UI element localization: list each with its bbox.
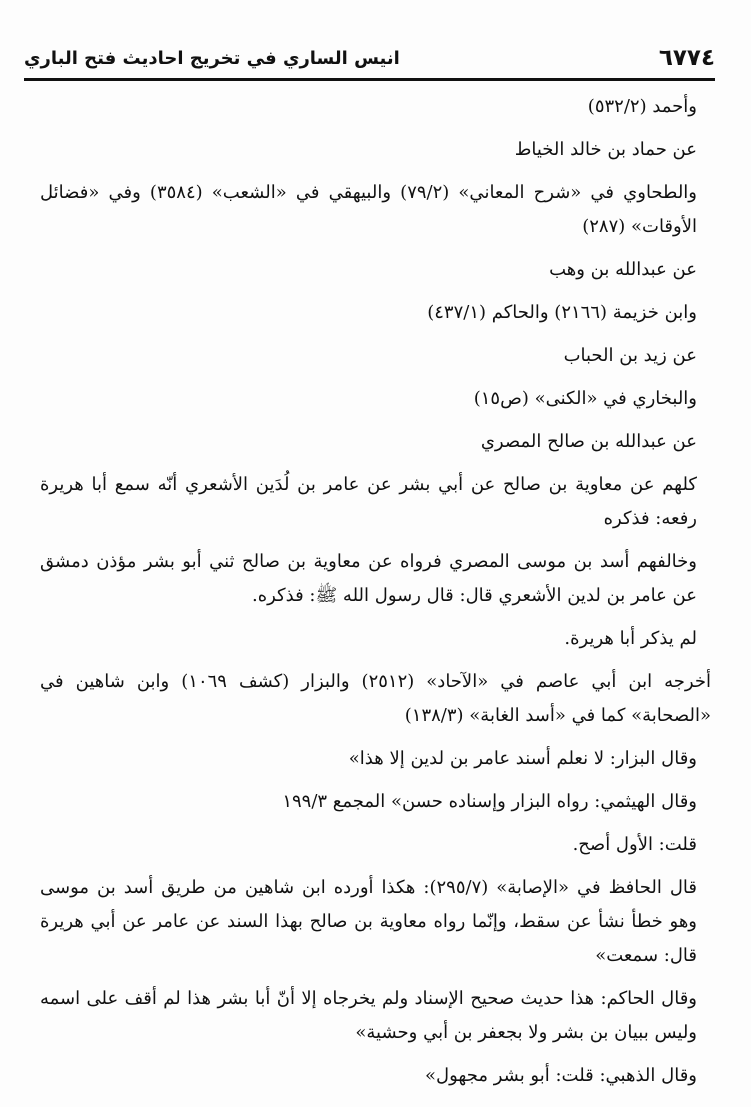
paragraph-10: وخالفهم أسد بن موسى المصري فرواه عن معاوية بن صالح ثني أبو بشر مؤذن دمشق عن عامر بن لدين الأشعري قال: قال رسول الله ﷺ: فذكره. bbox=[40, 551, 697, 606]
paragraph-1: وأحمد (٥٣٢/٢) bbox=[587, 96, 697, 117]
paragraph-14: وقال الهيثمي: رواه البزار وإسناده حسن» المجمع ١٩٩/٣ bbox=[282, 791, 697, 812]
paragraph-18: وقال الذهبي: قلت: أبو بشر مجهول» bbox=[425, 1065, 697, 1086]
paragraph-13: وقال البزار: لا نعلم أسند عامر بن لدين إلا هذا» bbox=[348, 748, 697, 769]
paragraph-5: وابن خزيمة (٢١٦٦) والحاكم (٤٣٧/١) bbox=[427, 302, 697, 323]
body-text bbox=[40, 90, 711, 1102]
paragraph-16: قال الحافظ في «الإصابة» (٢٩٥/٧): هكذا أورده ابن شاهين من طريق أسد بن موسى وهو خطأ نشأ عن سقط، وإنّما رواه معاوية بن صالح بهذا السند عن عامر عن أبي هريرة قال: سمعت» bbox=[40, 877, 698, 966]
page-header bbox=[24, 38, 715, 78]
paragraph-11: لم يذكر أبا هريرة. bbox=[564, 628, 697, 649]
paragraph-9: كلهم عن معاوية بن صالح عن أبي بشر عن عامر بن لُدَين الأشعري أنّه سمع أبا هريرة رفعه: فذكره bbox=[40, 474, 697, 529]
paragraph-12: أخرجه ابن أبي عاصم في «الآحاد» (٢٥١٢) والبزار (كشف ١٠٦٩) وابن شاهين في «الصحابة» كما في «أسد الغابة» (١٣٨/٣) bbox=[40, 671, 711, 726]
page-number: ٦٧٧٤ bbox=[658, 45, 715, 71]
paragraph-6: عن زيد بن الحباب bbox=[563, 345, 697, 366]
paragraph-15: قلت: الأول أصح. bbox=[572, 834, 697, 855]
paragraph-8: عن عبدالله بن صالح المصري bbox=[480, 431, 697, 452]
paragraph-2: عن حماد بن خالد الخياط bbox=[514, 139, 697, 160]
running-title: انيس الساري في تخريج احاديث فتح الباري bbox=[24, 47, 400, 69]
paragraph-7: والبخاري في «الكنى» (ص١٥) bbox=[473, 388, 697, 409]
paragraph-17: وقال الحاكم: هذا حديث صحيح الإسناد ولم يخرجاه إلا أنّ أبا بشر هذا لم أقف على اسمه وليس ببيان بن بشر ولا بجعفر بن أبي وحشية» bbox=[40, 988, 697, 1043]
paragraph-4: عن عبدالله بن وهب bbox=[549, 259, 697, 280]
header-divider bbox=[24, 78, 715, 81]
paragraph-3: والطحاوي في «شرح المعاني» (٧٩/٢) والبيهقي في «الشعب» (٣٥٨٤) وفي «فضائل الأوقات» (٢٨٧) bbox=[40, 182, 697, 237]
